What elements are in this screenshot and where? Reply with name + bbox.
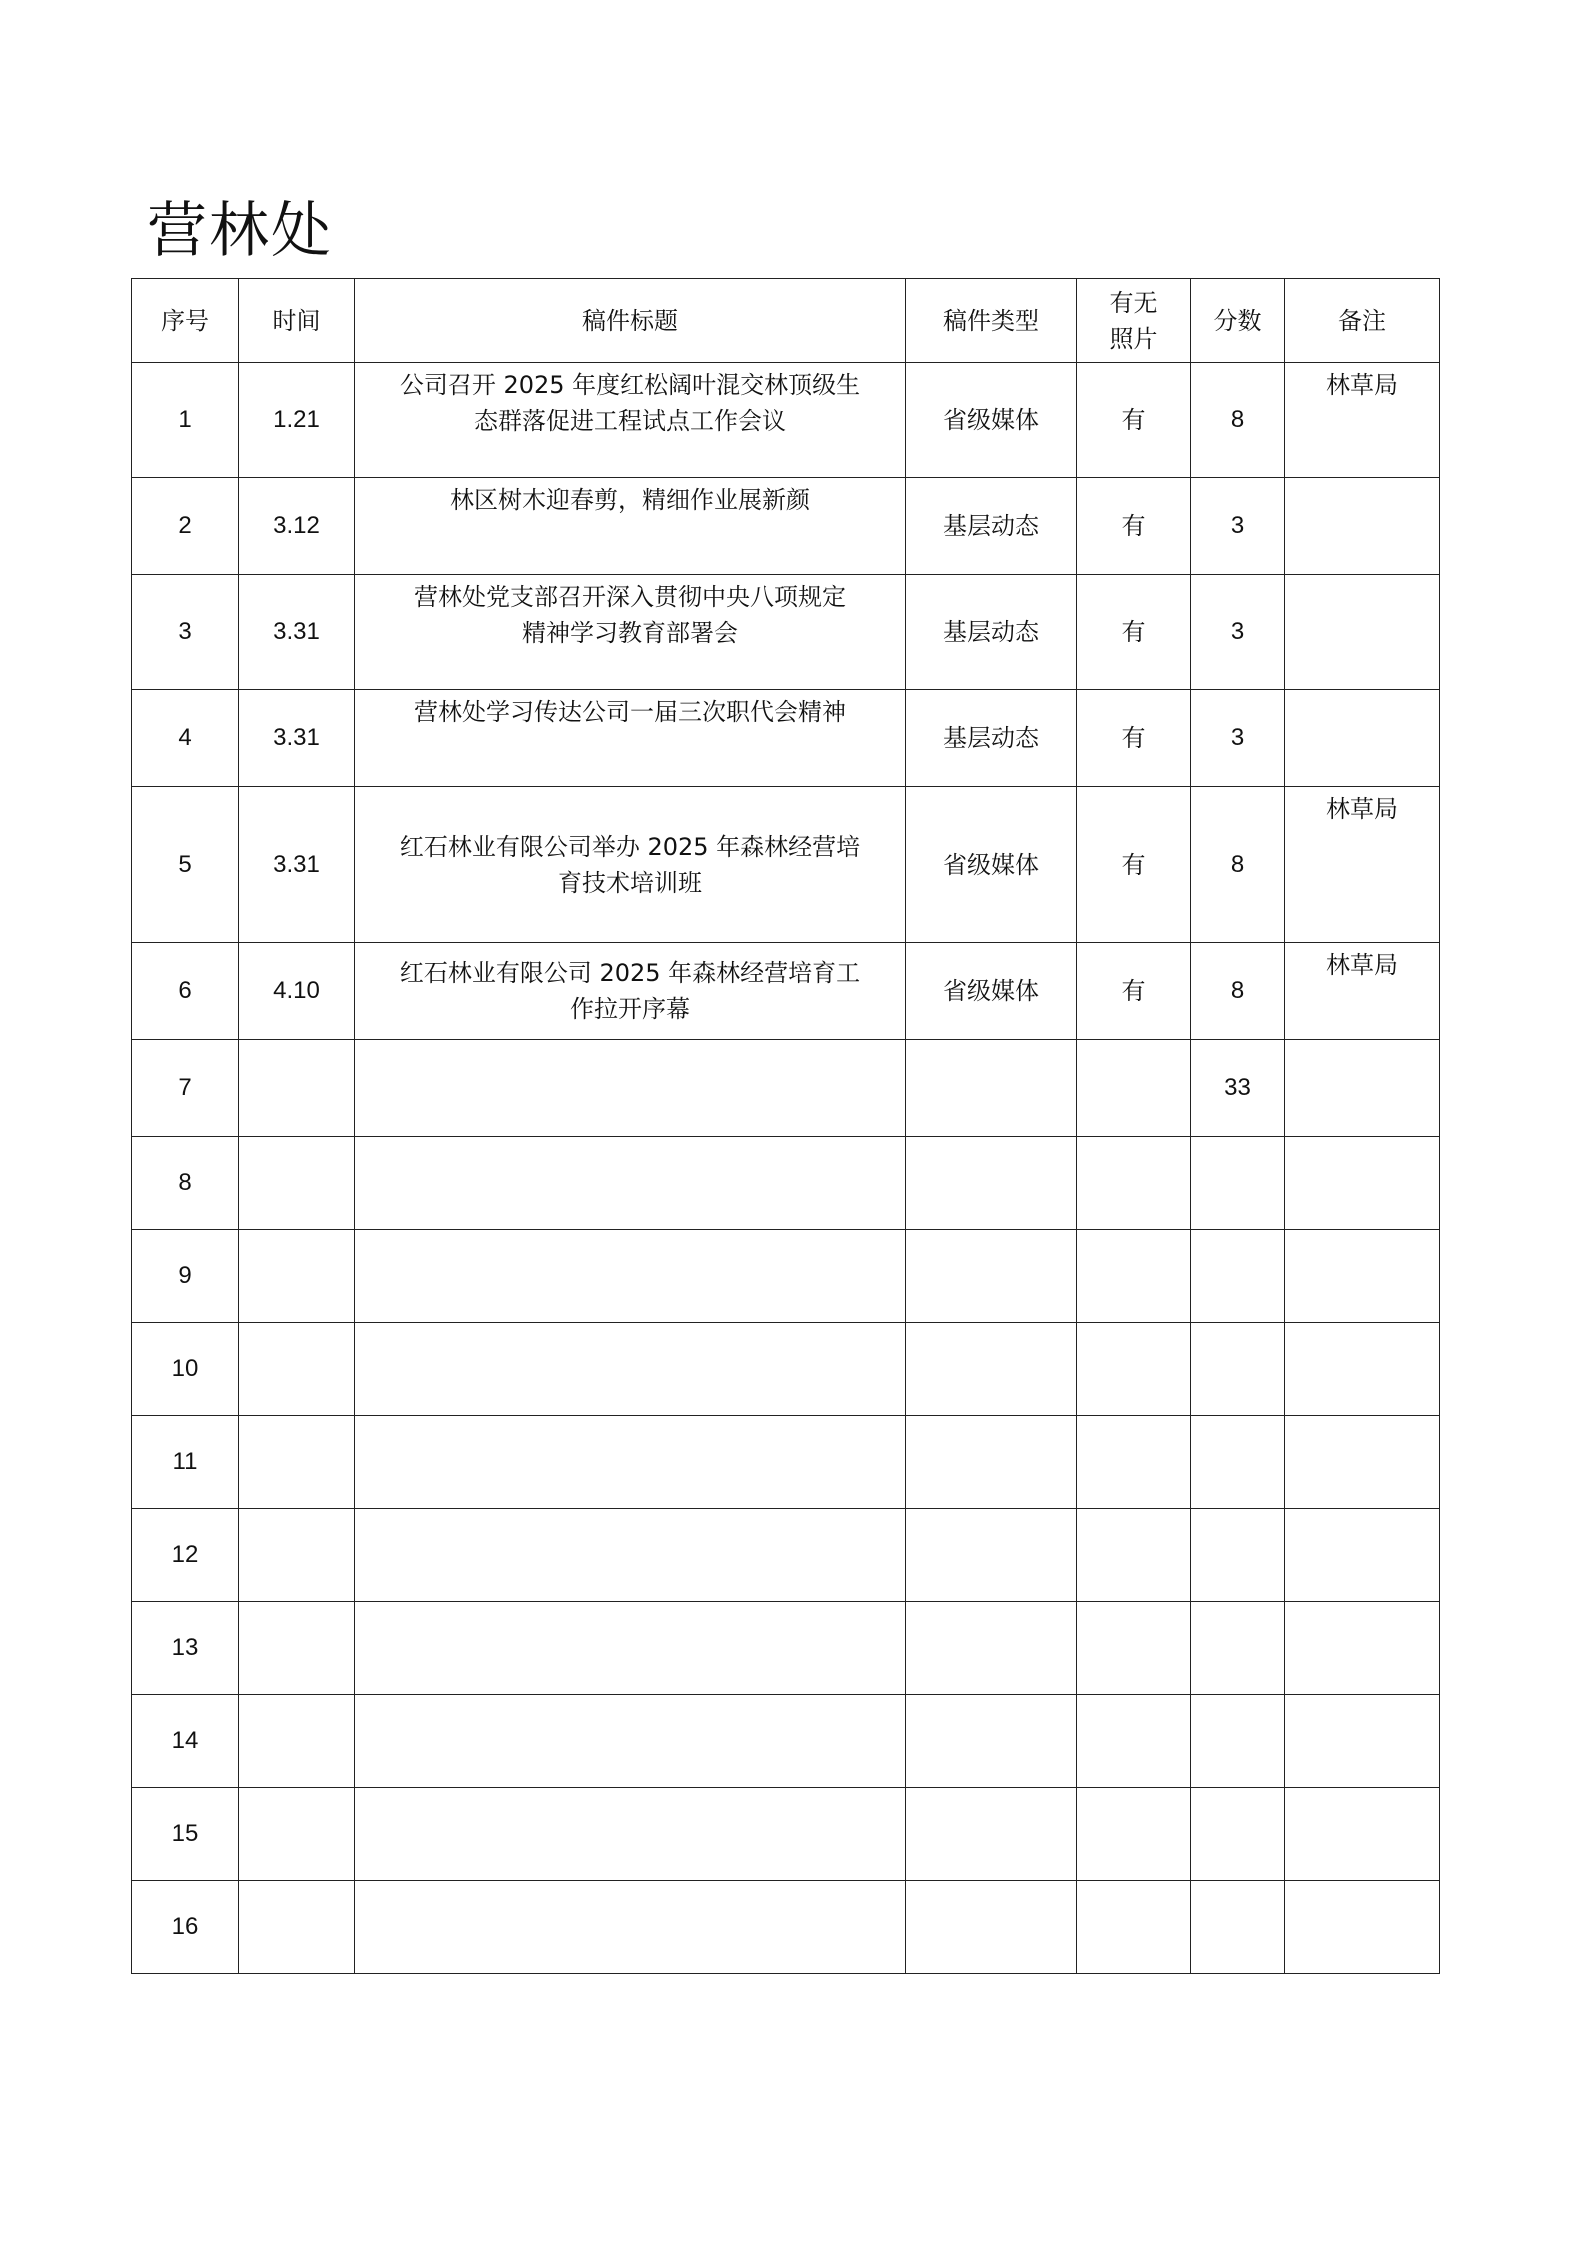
cell-photo [1077, 1323, 1191, 1416]
cell-title [355, 1416, 906, 1509]
cell-type [906, 1695, 1077, 1788]
cell-seq: 3 [132, 575, 239, 690]
cell-type: 基层动态 [906, 478, 1077, 575]
cell-title [355, 1137, 906, 1230]
header-photo-line2: 照片 [1109, 324, 1158, 353]
table-row [132, 1881, 1440, 1974]
cell-type: 基层动态 [906, 575, 1077, 690]
cell-time: 3.31 [239, 690, 355, 787]
cell-seq: 1 [132, 363, 239, 478]
table-row [132, 1602, 1440, 1695]
cell-title-line1: 红石林业有限公司 2025 年森林经营培育工 [399, 959, 861, 987]
cell-type [906, 1323, 1077, 1416]
table-row [132, 1695, 1440, 1788]
header-photo-line1: 有无 [1109, 288, 1158, 317]
cell-note: 林草局 [1285, 943, 1440, 1040]
cell-type: 省级媒体 [906, 943, 1077, 1040]
cell-note [1285, 1695, 1440, 1788]
cell-title [355, 1509, 906, 1602]
cell-time [239, 1230, 355, 1323]
cell-note [1285, 1040, 1440, 1137]
cell-note [1285, 1323, 1440, 1416]
cell-seq: 11 [132, 1416, 239, 1509]
cell-title-line2: 态群落促进工程试点工作会议 [474, 407, 786, 435]
cell-seq: 6 [132, 943, 239, 1040]
cell-title-line2: 育技术培训班 [558, 868, 702, 897]
cell-score: 33 [1191, 1040, 1285, 1137]
cell-note [1285, 1509, 1440, 1602]
cell-time: 3.31 [239, 575, 355, 690]
cell-seq: 7 [132, 1040, 239, 1137]
header-score: 分数 [1191, 279, 1285, 363]
cell-time: 3.31 [239, 787, 355, 943]
table-row [132, 787, 1440, 943]
cell-score: 8 [1191, 363, 1285, 478]
cell-photo: 有 [1077, 478, 1191, 575]
cell-type [906, 1230, 1077, 1323]
table-row [132, 1416, 1440, 1509]
table-row [132, 1323, 1440, 1416]
cell-time [239, 1416, 355, 1509]
cell-type [906, 1881, 1077, 1974]
cell-photo [1077, 1040, 1191, 1137]
cell-score [1191, 1695, 1285, 1788]
cell-seq: 12 [132, 1509, 239, 1602]
cell-type [906, 1602, 1077, 1695]
cell-photo: 有 [1077, 363, 1191, 478]
cell-type [906, 1788, 1077, 1881]
cell-title-line1: 红石林业有限公司举办 2025 年森林经营培 [399, 832, 861, 861]
cell-title [355, 1040, 906, 1137]
cell-score [1191, 1509, 1285, 1602]
cell-time [239, 1881, 355, 1974]
cell-note: 林草局 [1285, 787, 1440, 943]
cell-title [355, 943, 906, 1040]
cell-photo: 有 [1077, 943, 1191, 1040]
cell-title [355, 1788, 906, 1881]
cell-seq: 13 [132, 1602, 239, 1695]
cell-time: 3.12 [239, 478, 355, 575]
table-row [132, 1137, 1440, 1230]
cell-seq: 5 [132, 787, 239, 943]
header-time: 时间 [239, 279, 355, 363]
table-row [132, 1230, 1440, 1323]
cell-type [906, 1040, 1077, 1137]
table-row [132, 575, 1440, 690]
header-photo [1077, 279, 1191, 363]
cell-seq: 4 [132, 690, 239, 787]
cell-note [1285, 1788, 1440, 1881]
cell-seq: 15 [132, 1788, 239, 1881]
cell-title [355, 1602, 906, 1695]
cell-title-line2: 作拉开序幕 [570, 995, 690, 1023]
table-row [132, 943, 1440, 1040]
cell-time [239, 1323, 355, 1416]
cell-photo [1077, 1230, 1191, 1323]
page-title: 营林处 [147, 196, 333, 266]
cell-type: 省级媒体 [906, 787, 1077, 943]
cell-score [1191, 1602, 1285, 1695]
cell-title [355, 1323, 906, 1416]
cell-score [1191, 1323, 1285, 1416]
cell-score: 3 [1191, 478, 1285, 575]
cell-type: 基层动态 [906, 690, 1077, 787]
cell-title [355, 1881, 906, 1974]
header-note: 备注 [1285, 279, 1440, 363]
cell-seq: 8 [132, 1137, 239, 1230]
cell-title [355, 575, 906, 690]
cell-title-line1: 营林处党支部召开深入贯彻中央八项规定 [414, 583, 846, 611]
table-header-row [132, 279, 1440, 363]
cell-time [239, 1040, 355, 1137]
cell-photo [1077, 1509, 1191, 1602]
cell-note [1285, 690, 1440, 787]
cell-title-line1: 林区树木迎春剪，精细作业展新颜 [450, 486, 810, 514]
cell-note [1285, 1416, 1440, 1509]
cell-note: 林草局 [1285, 363, 1440, 478]
table-row [132, 363, 1440, 478]
cell-note [1285, 575, 1440, 690]
cell-title [355, 787, 906, 943]
cell-score: 3 [1191, 690, 1285, 787]
cell-time [239, 1602, 355, 1695]
cell-time: 1.21 [239, 363, 355, 478]
cell-score: 8 [1191, 943, 1285, 1040]
cell-title-line2: 精神学习教育部署会 [522, 619, 738, 647]
cell-seq: 14 [132, 1695, 239, 1788]
cell-score [1191, 1881, 1285, 1974]
cell-note [1285, 1602, 1440, 1695]
cell-photo [1077, 1137, 1191, 1230]
cell-time [239, 1509, 355, 1602]
table-body [132, 363, 1440, 1974]
cell-score [1191, 1788, 1285, 1881]
cell-score: 8 [1191, 787, 1285, 943]
manuscript-table [131, 278, 1440, 1974]
cell-note [1285, 478, 1440, 575]
cell-title-line1: 公司召开 2025 年度红松阔叶混交林顶级生 [399, 371, 861, 399]
cell-type [906, 1137, 1077, 1230]
table-row [132, 690, 1440, 787]
cell-type: 省级媒体 [906, 363, 1077, 478]
cell-time [239, 1695, 355, 1788]
cell-note [1285, 1881, 1440, 1974]
cell-score [1191, 1230, 1285, 1323]
cell-photo: 有 [1077, 690, 1191, 787]
cell-note [1285, 1137, 1440, 1230]
cell-title [355, 363, 906, 478]
cell-seq: 9 [132, 1230, 239, 1323]
cell-title-line1: 营林处学习传达公司一届三次职代会精神 [414, 698, 846, 726]
cell-score: 3 [1191, 575, 1285, 690]
cell-title [355, 1695, 906, 1788]
cell-seq: 2 [132, 478, 239, 575]
cell-photo [1077, 1788, 1191, 1881]
cell-photo: 有 [1077, 787, 1191, 943]
cell-title [355, 690, 906, 787]
cell-time [239, 1788, 355, 1881]
cell-seq: 10 [132, 1323, 239, 1416]
header-type: 稿件类型 [906, 279, 1077, 363]
cell-score [1191, 1416, 1285, 1509]
header-title: 稿件标题 [355, 279, 906, 363]
header-seq: 序号 [132, 279, 239, 363]
cell-title [355, 1230, 906, 1323]
cell-type [906, 1416, 1077, 1509]
cell-title [355, 478, 906, 575]
cell-seq: 16 [132, 1881, 239, 1974]
cell-score [1191, 1137, 1285, 1230]
table-row [132, 478, 1440, 575]
cell-note [1285, 1230, 1440, 1323]
table-row [132, 1040, 1440, 1137]
cell-time [239, 1137, 355, 1230]
table-row [132, 1509, 1440, 1602]
cell-photo [1077, 1602, 1191, 1695]
table-row [132, 1788, 1440, 1881]
cell-photo: 有 [1077, 575, 1191, 690]
cell-photo [1077, 1881, 1191, 1974]
cell-type [906, 1509, 1077, 1602]
cell-time: 4.10 [239, 943, 355, 1040]
cell-photo [1077, 1416, 1191, 1509]
cell-photo [1077, 1695, 1191, 1788]
